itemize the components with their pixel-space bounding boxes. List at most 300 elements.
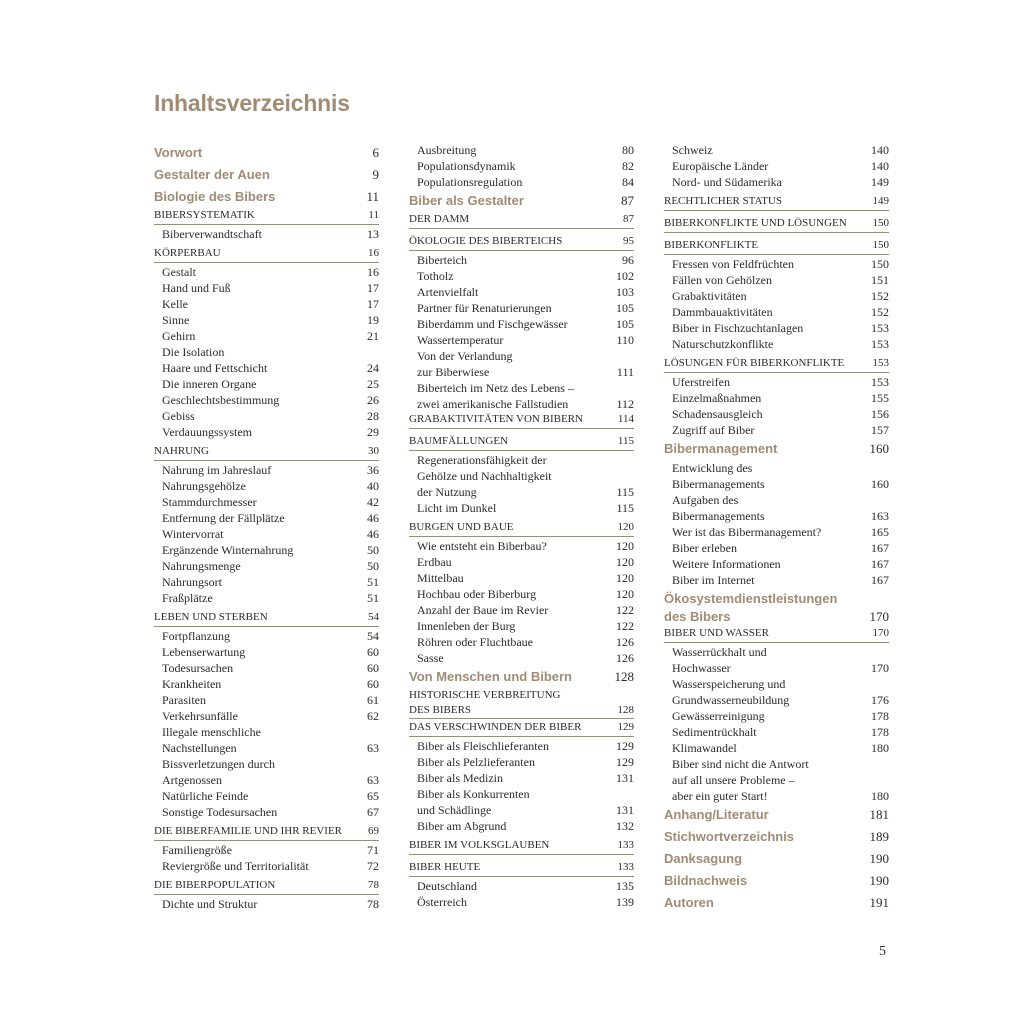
toc-entry-page: 129 — [616, 755, 634, 769]
toc-entry-label: Dammbauaktivitäten — [672, 305, 773, 319]
toc-subsection[interactable] — [154, 628, 379, 644]
toc-entry-page: 170 — [871, 661, 889, 675]
toc-entry-label: Sedimentrückhalt — [672, 725, 757, 739]
toc-chapter[interactable] — [664, 826, 889, 848]
toc-entry-label: Biber am Abgrund — [417, 819, 507, 833]
toc-subsection[interactable] — [664, 708, 889, 724]
toc-entry-page: 40 — [367, 479, 379, 493]
toc-subsection[interactable] — [409, 158, 634, 174]
toc-entry-label: Fressen von Feldfrüchten — [672, 257, 794, 271]
toc-entry-page: 132 — [616, 819, 634, 833]
toc-entry-page: 120 — [617, 521, 634, 533]
toc-entry-page: 176 — [871, 693, 889, 707]
toc-subsection[interactable] — [664, 336, 889, 352]
toc-entry-label: Deutschland — [417, 879, 477, 893]
toc-entry-label: Biber als Gestalter — [409, 193, 524, 208]
toc-section[interactable] — [154, 246, 379, 263]
toc-subsection[interactable] — [664, 756, 889, 804]
toc-entry-page: 128 — [614, 669, 634, 684]
toc-entry-label: Gestalt — [162, 265, 196, 279]
toc-entry-page: 105 — [616, 301, 634, 315]
toc-entry-page: 149 — [872, 195, 889, 207]
toc-entry-page: 178 — [871, 725, 889, 739]
page-title: Inhaltsverzeichnis — [154, 90, 350, 116]
toc-subsection[interactable] — [154, 494, 379, 510]
toc-section[interactable] — [409, 234, 634, 251]
toc-subsection[interactable] — [664, 724, 889, 740]
toc-entry-label: Stammdurchmesser — [162, 495, 257, 509]
toc-entry-label: KÖRPERBAU — [154, 247, 221, 259]
toc-entry-label: Hand und Fuß — [162, 281, 231, 295]
toc-entry-page: 190 — [869, 873, 889, 888]
toc-entry-label: BIBERKONFLIKTE — [664, 239, 759, 251]
toc-subsection[interactable] — [154, 590, 379, 606]
toc-entry-page: 153 — [871, 337, 889, 351]
toc-entry-label: Nahrungsmenge — [162, 559, 241, 573]
toc-subsection[interactable] — [409, 452, 634, 500]
toc-subsection[interactable] — [664, 256, 889, 272]
toc-subsection[interactable] — [154, 328, 379, 344]
toc-entry-label: Schadensausgleich — [672, 407, 763, 421]
toc-subsection[interactable] — [154, 788, 379, 804]
toc-entry-label: Mittelbau — [417, 571, 464, 585]
toc-subsection[interactable] — [154, 858, 379, 874]
toc-entry-page: 26 — [367, 393, 379, 407]
toc-subsection[interactable] — [154, 574, 379, 590]
toc-entry-page: 167 — [871, 541, 889, 555]
toc-subsection[interactable] — [664, 740, 889, 756]
toc-subsection[interactable] — [154, 558, 379, 574]
toc-subsection[interactable] — [154, 478, 379, 494]
toc-section[interactable] — [409, 520, 634, 537]
toc-entry-label: Populationsregulation — [417, 175, 523, 189]
toc-subsection[interactable] — [664, 272, 889, 288]
toc-entry-page: 114 — [617, 413, 634, 425]
toc-entry-label: Wer ist das Bibermanagement? — [672, 525, 822, 539]
toc-entry-page: 13 — [367, 227, 379, 241]
toc-section[interactable] — [154, 444, 379, 461]
toc-subsection[interactable] — [409, 650, 634, 666]
toc-section[interactable] — [409, 720, 634, 737]
toc-entry-page: 153 — [871, 375, 889, 389]
toc-chapter[interactable] — [664, 588, 889, 626]
toc-section[interactable] — [154, 208, 379, 225]
toc-subsection[interactable] — [154, 644, 379, 660]
toc-subsection[interactable] — [154, 756, 379, 788]
toc-chapter[interactable] — [664, 870, 889, 892]
toc-entry-page: 84 — [622, 175, 634, 189]
toc-entry-label: Ökosystemdienstleistungen des Bibers — [664, 591, 838, 624]
toc-entry-label: Gehirn — [162, 329, 196, 343]
toc-entry-label: Entfernung der Fällplätze — [162, 511, 285, 525]
toc-section[interactable] — [409, 688, 634, 719]
toc-entry-label: Von der Verlandung zur Biberwiese — [417, 349, 513, 379]
toc-entry-page: 54 — [368, 611, 379, 623]
toc-subsection[interactable] — [409, 878, 634, 894]
toc-subsection[interactable] — [154, 360, 379, 376]
toc-entry-label: Autoren — [664, 895, 714, 910]
toc-subsection[interactable] — [154, 312, 379, 328]
toc-entry-page: 24 — [367, 361, 379, 375]
toc-section[interactable] — [664, 238, 889, 255]
toc-entry-label: NAHRUNG — [154, 445, 209, 457]
toc-entry-label: Österreich — [417, 895, 467, 909]
toc-section[interactable] — [664, 216, 889, 233]
toc-entry-label: Licht im Dunkel — [417, 501, 497, 515]
toc-entry-page: 50 — [367, 543, 379, 557]
toc-entry-page: 115 — [616, 485, 634, 499]
toc-entry-page: 11 — [368, 209, 379, 221]
toc-entry-page: 150 — [872, 239, 889, 251]
toc-entry-label: Biber erleben — [672, 541, 737, 555]
toc-subsection[interactable] — [154, 676, 379, 692]
toc-column-2 — [409, 142, 634, 910]
toc-column-3 — [664, 142, 889, 914]
toc-entry-page: 69 — [368, 825, 379, 837]
toc-entry-label: Zugriff auf Biber — [672, 423, 755, 437]
toc-subsection[interactable] — [154, 280, 379, 296]
toc-subsection[interactable] — [409, 538, 634, 554]
toc-entry-page: 80 — [622, 143, 634, 157]
toc-entry-label: Totholz — [417, 269, 454, 283]
toc-entry-label: Familiengröße — [162, 843, 232, 857]
toc-subsection[interactable] — [409, 268, 634, 284]
toc-entry-label: Biber als Fleischlieferanten — [417, 739, 549, 753]
toc-entry-label: BAUMFÄLLUNGEN — [409, 435, 508, 447]
toc-entry-page: 87 — [623, 213, 634, 225]
toc-entry-page: 133 — [617, 861, 634, 873]
toc-entry-label: Innenleben der Burg — [417, 619, 516, 633]
toc-subsection[interactable] — [409, 554, 634, 570]
toc-entry-page: 122 — [616, 603, 634, 617]
toc-entry-page: 62 — [367, 709, 379, 723]
toc-chapter[interactable] — [154, 186, 379, 208]
toc-entry-label: Verdauungssystem — [162, 425, 252, 439]
toc-entry-page: 120 — [616, 571, 634, 585]
toc-entry-label: Lebenserwartung — [162, 645, 246, 659]
toc-entry-label: Dichte und Struktur — [162, 897, 258, 911]
toc-subsection[interactable] — [409, 332, 634, 348]
toc-entry-page: 51 — [367, 591, 379, 605]
toc-subsection[interactable] — [664, 320, 889, 336]
page-number: 5 — [879, 944, 886, 959]
toc-entry-page: 120 — [616, 539, 634, 553]
toc-entry-label: Wie entsteht ein Biberbau? — [417, 539, 547, 553]
toc-section[interactable] — [409, 860, 634, 877]
toc-entry-label: Regenerationsfähigkeit der Gehölze und Nachhaltigkeit der Nutzung — [417, 453, 552, 499]
toc-entry-label: Sonstige Todesursachen — [162, 805, 278, 819]
toc-entry-label: Fraßplätze — [162, 591, 213, 605]
toc-subsection[interactable] — [154, 724, 379, 756]
toc-entry-label: BURGEN UND BAUE — [409, 521, 514, 533]
toc-entry-label: Bibermanagement — [664, 441, 778, 456]
toc-entry-label: BIBER HEUTE — [409, 861, 481, 873]
toc-entry-page: 167 — [871, 573, 889, 587]
toc-entry-label: Sasse — [417, 651, 444, 665]
toc-entry-label: Europäische Länder — [672, 159, 769, 173]
toc-entry-page: 63 — [367, 773, 379, 787]
toc-section[interactable] — [664, 356, 889, 373]
toc-entry-page: 51 — [367, 575, 379, 589]
toc-subsection[interactable] — [154, 692, 379, 708]
toc-entry-page: 30 — [368, 445, 379, 457]
toc-subsection[interactable] — [409, 770, 634, 786]
toc-entry-label: BIBERKONFLIKTE UND LÖSUNGEN — [664, 217, 847, 229]
toc-chapter[interactable] — [409, 666, 634, 688]
toc-subsection[interactable] — [154, 842, 379, 858]
toc-entry-page: 126 — [616, 651, 634, 665]
toc-entry-page: 9 — [372, 167, 379, 182]
toc-entry-label: Wasserrückhalt und Hochwasser — [672, 645, 767, 675]
toc-entry-page: 60 — [367, 661, 379, 675]
toc-entry-page: 63 — [367, 741, 379, 755]
toc-subsection[interactable] — [154, 408, 379, 424]
toc-section[interactable] — [409, 412, 634, 429]
toc-subsection[interactable] — [409, 602, 634, 618]
toc-entry-page: 153 — [871, 321, 889, 335]
toc-entry-page: 178 — [871, 709, 889, 723]
toc-entry-page: 170 — [872, 627, 889, 639]
toc-entry-label: Fällen von Gehölzen — [672, 273, 772, 287]
toc-subsection[interactable] — [154, 510, 379, 526]
toc-entry-page: 150 — [871, 257, 889, 271]
toc-entry-page: 160 — [871, 477, 889, 491]
toc-entry-label: Anhang/Literatur — [664, 807, 769, 822]
toc-subsection[interactable] — [409, 300, 634, 316]
toc-subsection[interactable] — [409, 818, 634, 834]
toc-entry-page: 115 — [616, 501, 634, 515]
toc-section[interactable] — [664, 626, 889, 643]
toc-chapter[interactable] — [154, 164, 379, 186]
toc-entry-page: 152 — [871, 305, 889, 319]
toc-entry-page: 180 — [871, 789, 889, 803]
toc-subsection[interactable] — [664, 390, 889, 406]
toc-entry-page: 96 — [622, 253, 634, 267]
toc-subsection[interactable] — [409, 894, 634, 910]
toc-entry-label: Krankheiten — [162, 677, 222, 691]
toc-subsection[interactable] — [409, 500, 634, 516]
toc-subsection[interactable] — [409, 174, 634, 190]
toc-subsection[interactable] — [664, 644, 889, 676]
toc-entry-page: 103 — [616, 285, 634, 299]
toc-subsection[interactable] — [664, 142, 889, 158]
toc-entry-page: 36 — [367, 463, 379, 477]
toc-subsection[interactable] — [409, 570, 634, 586]
toc-entry-label: DIE BIBERFAMILIE UND IHR REVIER — [154, 825, 343, 837]
toc-entry-label: Sinne — [162, 313, 190, 327]
toc-entry-page: 131 — [616, 803, 634, 817]
toc-entry-label: Anzahl der Baue im Revier — [417, 603, 549, 617]
toc-subsection[interactable] — [664, 174, 889, 190]
toc-chapter[interactable] — [664, 438, 889, 460]
toc-entry-label: Verkehrsunfälle — [162, 709, 238, 723]
toc-entry-page: 102 — [616, 269, 634, 283]
toc-entry-label: Gestalter der Auen — [154, 167, 270, 182]
toc-entry-page: 29 — [367, 425, 379, 439]
toc-subsection[interactable] — [664, 460, 889, 492]
toc-entry-page: 167 — [871, 557, 889, 571]
toc-section[interactable] — [409, 838, 634, 855]
toc-chapter[interactable] — [154, 142, 379, 164]
toc-subsection[interactable] — [154, 542, 379, 558]
toc-section[interactable] — [409, 212, 634, 229]
toc-entry-label: Nord- und Südamerika — [672, 175, 782, 189]
toc-entry-label: Haare und Fettschicht — [162, 361, 268, 375]
toc-entry-label: Einzelmaßnahmen — [672, 391, 762, 405]
toc-subsection[interactable] — [154, 226, 379, 242]
toc-section[interactable] — [154, 878, 379, 895]
toc-entry-label: Illegale menschliche Nachstellungen — [162, 725, 261, 755]
toc-entry-page: 163 — [871, 509, 889, 523]
toc-entry-label: DAS VERSCHWINDEN DER BIBER — [409, 721, 582, 733]
toc-entry-page: 54 — [367, 629, 379, 643]
toc-subsection[interactable] — [664, 374, 889, 390]
toc-entry-page: 46 — [367, 511, 379, 525]
toc-entry-label: Schweiz — [672, 143, 713, 157]
toc-entry-page: 191 — [869, 895, 889, 910]
toc-entry-page: 112 — [616, 397, 634, 411]
toc-entry-label: Biber als Medizin — [417, 771, 503, 785]
toc-subsection[interactable] — [664, 406, 889, 422]
toc-entry-label: Nahrung im Jahreslauf — [162, 463, 272, 477]
toc-section[interactable] — [664, 194, 889, 211]
toc-entry-page: 190 — [869, 851, 889, 866]
toc-entry-label: BIBER IM VOLKSGLAUBEN — [409, 839, 550, 851]
toc-subsection[interactable] — [409, 738, 634, 754]
toc-entry-label: Fortpflanzung — [162, 629, 230, 643]
toc-entry-label: Die inneren Organe — [162, 377, 257, 391]
toc-subsection[interactable] — [154, 804, 379, 820]
toc-entry-page: 170 — [869, 609, 889, 624]
toc-section[interactable] — [409, 434, 634, 451]
toc-subsection[interactable] — [154, 424, 379, 440]
toc-chapter[interactable] — [664, 892, 889, 914]
toc-entry-page: 78 — [367, 897, 379, 911]
toc-subsection[interactable] — [664, 422, 889, 438]
toc-entry-page: 50 — [367, 559, 379, 573]
toc-entry-label: Partner für Renaturierungen — [417, 301, 552, 315]
toc-entry-label: Reviergröße und Territorialität — [162, 859, 309, 873]
toc-subsection[interactable] — [664, 304, 889, 320]
toc-entry-page: 82 — [622, 159, 634, 173]
toc-entry-label: HISTORISCHE VERBREITUNG DES BIBERS — [409, 689, 561, 716]
toc-entry-label: BIBERSYSTEMATIK — [154, 209, 255, 221]
toc-subsection[interactable] — [664, 556, 889, 572]
toc-section[interactable] — [154, 824, 379, 841]
toc-subsection[interactable] — [154, 462, 379, 478]
toc-subsection[interactable] — [664, 524, 889, 540]
toc-subsection[interactable] — [409, 252, 634, 268]
toc-subsection[interactable] — [409, 348, 634, 380]
toc-entry-page: 160 — [869, 441, 889, 456]
toc-subsection[interactable] — [664, 572, 889, 588]
toc-entry-page: 61 — [367, 693, 379, 707]
toc-entry-page: 165 — [871, 525, 889, 539]
toc-entry-label: Biberdamm und Fischgewässer — [417, 317, 568, 331]
toc-entry-page: 111 — [616, 365, 634, 379]
toc-entry-label: LEBEN UND STERBEN — [154, 611, 268, 623]
toc-subsection[interactable] — [154, 660, 379, 676]
toc-entry-label: Gebiss — [162, 409, 195, 423]
toc-subsection[interactable] — [664, 492, 889, 524]
toc-subsection[interactable] — [154, 264, 379, 280]
toc-entry-page: 60 — [367, 645, 379, 659]
toc-subsection[interactable] — [154, 344, 379, 360]
toc-entry-label: GRABAKTIVITÄTEN VON BIBERN — [409, 413, 583, 425]
toc-entry-label: Biber im Internet — [672, 573, 755, 587]
toc-subsection[interactable] — [154, 392, 379, 408]
toc-entry-page: 11 — [366, 189, 379, 204]
toc-chapter[interactable] — [664, 848, 889, 870]
toc-entry-page: 120 — [616, 555, 634, 569]
toc-chapter[interactable] — [409, 190, 634, 212]
toc-entry-label: Biberteich — [417, 253, 467, 267]
toc-subsection[interactable] — [409, 786, 634, 818]
toc-entry-label: Bildnachweis — [664, 873, 748, 888]
toc-subsection[interactable] — [409, 586, 634, 602]
toc-entry-page: 129 — [616, 739, 634, 753]
toc-entry-label: Geschlechtsbestimmung — [162, 393, 280, 407]
toc-entry-label: Gewässerreinigung — [672, 709, 765, 723]
toc-entry-page: 156 — [871, 407, 889, 421]
toc-entry-page: 122 — [616, 619, 634, 633]
toc-entry-label: Naturschutzkonflikte — [672, 337, 774, 351]
toc-entry-label: Ergänzende Winternahrung — [162, 543, 294, 557]
toc-entry-page: 128 — [617, 704, 634, 716]
toc-entry-label: Biber in Fischzuchtanlagen — [672, 321, 804, 335]
toc-subsection[interactable] — [154, 708, 379, 724]
toc-entry-page: 110 — [616, 333, 634, 347]
toc-entry-label: Hochbau oder Biberburg — [417, 587, 537, 601]
toc-subsection[interactable] — [154, 896, 379, 912]
toc-subsection[interactable] — [409, 284, 634, 300]
toc-entry-page: 150 — [872, 217, 889, 229]
toc-subsection[interactable] — [664, 288, 889, 304]
toc-subsection[interactable] — [154, 376, 379, 392]
toc-subsection[interactable] — [664, 158, 889, 174]
toc-entry-label: Wassertemperatur — [417, 333, 504, 347]
toc-entry-page: 189 — [869, 829, 889, 844]
toc-entry-label: Parasiten — [162, 693, 206, 707]
toc-subsection[interactable] — [409, 634, 634, 650]
toc-entry-label: Todesursachen — [162, 661, 234, 675]
toc-entry-page: 17 — [367, 297, 379, 311]
toc-entry-page: 181 — [869, 807, 889, 822]
toc-subsection[interactable] — [664, 676, 889, 708]
toc-section[interactable] — [154, 610, 379, 627]
toc-subsection[interactable] — [409, 316, 634, 332]
toc-entry-page: 16 — [367, 265, 379, 279]
toc-subsection[interactable] — [409, 754, 634, 770]
toc-entry-page: 131 — [616, 771, 634, 785]
toc-chapter[interactable] — [664, 804, 889, 826]
toc-subsection[interactable] — [154, 526, 379, 542]
toc-subsection[interactable] — [409, 142, 634, 158]
toc-entry-page: 42 — [367, 495, 379, 509]
toc-entry-page: 126 — [616, 635, 634, 649]
toc-entry-label: Entwicklung des Bibermanagements — [672, 461, 765, 491]
toc-entry-label: DIE BIBERPOPULATION — [154, 879, 276, 891]
toc-entry-page: 180 — [871, 741, 889, 755]
toc-subsection[interactable] — [154, 296, 379, 312]
toc-subsection[interactable] — [409, 618, 634, 634]
toc-entry-label: Biberverwandtschaft — [162, 227, 262, 241]
toc-subsection[interactable] — [664, 540, 889, 556]
toc-entry-page: 28 — [367, 409, 379, 423]
toc-subsection[interactable] — [409, 380, 634, 412]
toc-entry-label: Artenvielfalt — [417, 285, 479, 299]
toc-entry-label: Nahrungsgehölze — [162, 479, 246, 493]
